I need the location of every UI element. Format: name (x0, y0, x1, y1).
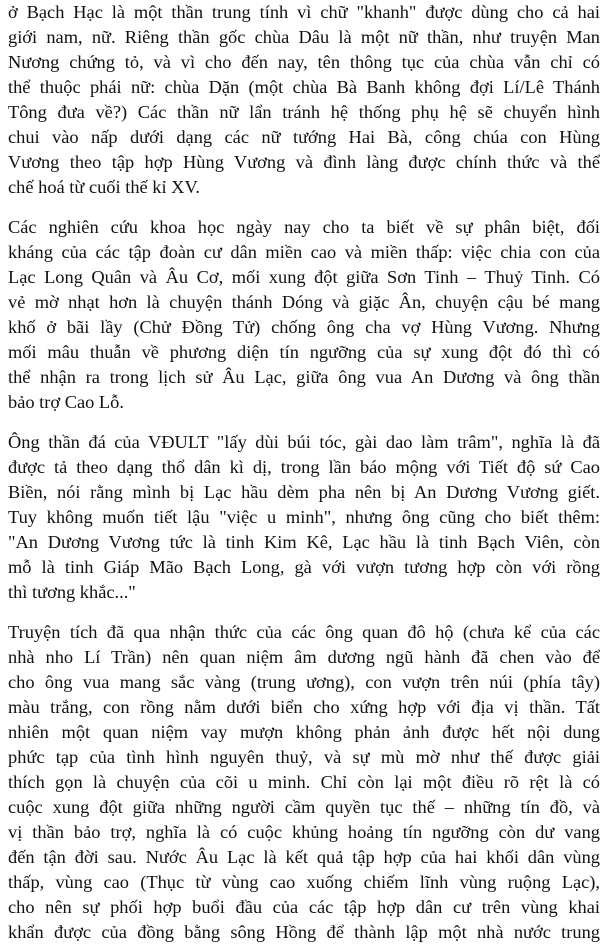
paragraph-1 (8, 0, 600, 200)
text-line: Biền, nói rằng mình bị Lạc hầu dèm pha nên bị An Dương Vương giết. (8, 482, 600, 502)
text-line: Ông thần đá của VĐULT "lấy dùi búi tóc, gài dao làm trâm", nghĩa là đã (8, 432, 600, 452)
text-line: nhà nho Lí Trần) nên quan niệm âm dương ngũ hành đã chen vào để (8, 647, 600, 667)
text-line: khẩn được của đồng bằng sông Hồng để thành lập một nhà nước trung (8, 922, 600, 942)
text-line: ở Bạch Hạc là một thần trung tính vì chữ "khanh" được dùng cho cả hai (8, 2, 600, 22)
text-line: giới nam, nữ. Riêng thần gốc chùa Dâu là một nữ thần, như truyện Man (8, 27, 600, 47)
paragraph-2 (8, 215, 600, 415)
text-line: chui vào nấp dưới dạng các nữ tướng Hai Bà, công chúa con Hùng (8, 127, 600, 147)
text-line: thể nhận ra trong lịch sử Âu Lạc, giữa ông vua An Dương và ông thần (8, 367, 600, 387)
paragraph-gap (8, 415, 600, 430)
text-line: Lạc Long Quân và Âu Cơ, mối xung đột giữa Sơn Tinh – Thuỷ Tinh. Có (8, 267, 600, 287)
text-line: thì tương khắc..." (8, 582, 136, 602)
text-line: mối mâu thuẫn về phương diện tín ngưỡng của sự xung đột đó thì có (8, 342, 600, 362)
text-line: Nương chứng tỏ, và vì cho đến nay, tên thông tục của chùa vẫn chỉ có (8, 52, 600, 72)
text-line: nhiên một quan niệm vay mượn không phản ảnh được hết nội dung (8, 722, 600, 742)
text-line: vị thần bảo trợ, nghĩa là có cuộc khủng hoảng tín ngưỡng còn dư vang (8, 822, 600, 842)
text-line: vẻ mờ nhạt hơn là chuyện thánh Dóng và giặc Ân, chuyện cậu bé mang (8, 292, 600, 312)
text-line: thể thuộc phái nữ: chùa Dặn (một chùa Bà Banh không đợi Lí/Lê Thánh (8, 77, 600, 97)
text-line: thích gọn là chuyện của cõi u minh. Chỉ còn lại một điều rõ rệt là có (8, 772, 600, 792)
text-line: "An Dương Vương tức là tinh Kim Kê, Lạc hầu là tinh Bạch Viên, còn (8, 532, 600, 552)
text-line: Vương theo tập hợp Hùng Vương và đình làng được chính thức và thể (8, 152, 600, 172)
text-line: cho nên sự phối hợp buổi đầu của các tập hợp dân cư trên vùng khai (8, 897, 600, 917)
text-line: cho ông vua mang sắc vàng (trung ương), con vượn trên núi (phía tây) (8, 672, 600, 692)
text-line: được tả theo dạng thổ dân kì dị, trong lần báo mộng với Tiết độ sứ Cao (8, 457, 600, 477)
text-line: Tông đưa về?) Các thần nữ lẩn tránh hệ thống phụ hệ sẽ chuyển hình (8, 102, 600, 122)
text-line: kháng của các tập đoàn cư dân miền cao và miền thấp: việc chia con của (8, 242, 600, 262)
text-line: khố ở bãi lầy (Chử Đồng Tử) chống ông cha vợ Hùng Vương. Nhưng (8, 317, 600, 337)
text-line: phức tạp của tình hình nguyên thuỷ, và sự mù mờ như thế được giải (8, 747, 600, 767)
text-line: thấp, vùng cao (Thục từ vùng cao xuống chiếm lĩnh vùng ruộng Lạc), (8, 872, 600, 892)
text-line: mỗ là tinh Giáp Mão Bạch Long, gà với vượn tương hợp còn với rồng (8, 557, 600, 577)
paragraph-3 (8, 430, 600, 605)
paragraph-gap (8, 605, 600, 620)
text-line: Các nghiên cứu khoa học ngày nay cho ta biết về sự phân biệt, đối (8, 217, 600, 237)
text-line: đến tận đời sau. Nước Âu Lạc là kết quả tập hợp của hai khối dân vùng (8, 847, 600, 867)
text-line: Tuy không muốn tiết lậu "việc u minh", nhưng ông cũng cho biết thêm: (8, 507, 600, 527)
paragraph-4 (8, 620, 600, 945)
paragraph-gap (8, 200, 600, 215)
text-line: bảo trợ Cao Lỗ. (8, 392, 124, 412)
text-line: cuộc xung đột giữa những người cầm quyền tục thế – những tín đồ, và (8, 797, 600, 817)
text-line: Truyện tích đã qua nhận thức của các ông quan đô hộ (chưa kể của các (8, 622, 600, 642)
text-line: màu trắng, con rồng nằm dưới biển cho xứng hợp với địa vị thần. Tất (8, 697, 600, 717)
text-line: chế hoá từ cuối thế kỉ XV. (8, 177, 200, 197)
